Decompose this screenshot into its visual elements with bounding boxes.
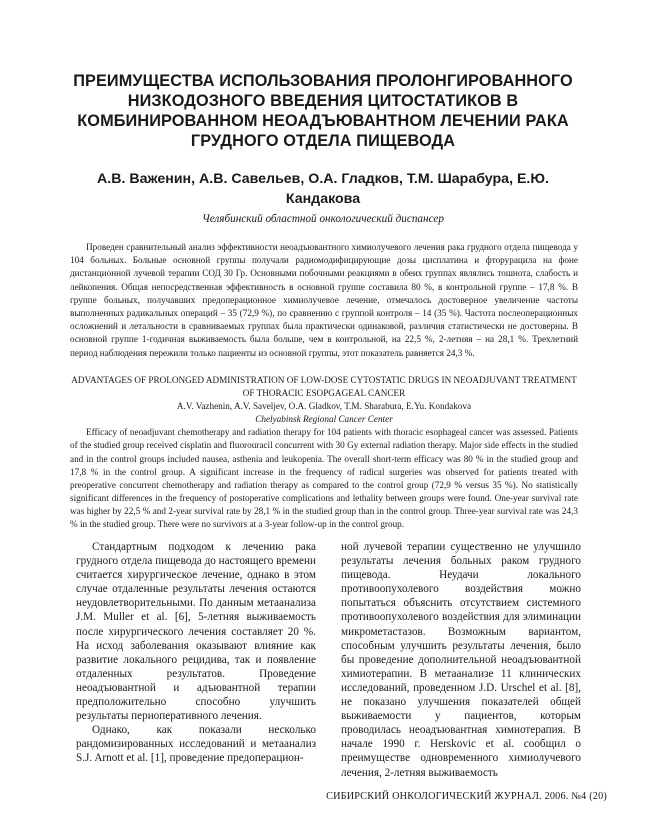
english-abstract-block (70, 374, 578, 531)
article-title: ПРЕИМУЩЕСТВА ИСПОЛЬЗОВАНИЯ ПРОЛОНГИРОВАННОГО НИЗКОДОЗНОГО ВВЕДЕНИЯ ЦИТОСТАТИКОВ В КОМБИНИРОВАННОМ НЕОАДЪЮВАНТНОМ ЛЕЧЕНИИ РАКА ГРУДНОГО ОТДЕЛА ПИЩЕВОДА (73, 72, 573, 150)
body-paragraph: ной лучевой терапии существенно не улучшило результаты лечения больных раком грудного пищевода. Неудачи локального противоопухолевого воздействия можно попытаться объяснить отсутствием системного противоопухолевого воздействия для элиминации микрометастазов. Возможным вариантом, способным улучшить результаты лечения, было бы проведение дополнительной неоадъювантной химиотерапии. В метаанализе 11 клинических исследований, проведенном J.D. Urschel et al. [8], не показано улучшения показателей общей выживаемости у пациентов, которым проводилась неоадъювантная химиотерапия. В начале 1990 г. Herskovic et al. сообщил о преимуществе одновременного химиолучевого лечения, 2-летняя выживаемость (341, 541, 581, 779)
english-institution: Chelyabinsk Regional Cancer Center (255, 414, 393, 425)
author-list: А.В. Важенин, А.В. Савельев, О.А. Гладков, Т.М. Шарабура, Е.Ю. Кандакова (97, 171, 549, 207)
body-paragraph: Стандартным подходом к лечению рака грудного отдела пищевода до настоящего времени считается хирургическое лечение, однако в этом случае отдаленные результаты лечения остаются неудовлетворительными. По данным метаанализа J.M. Muller et al. [6], 5-летняя выживаемость после хирургического лечения составляет 20 %. На исход заболевания оказывают влияние как развитие локального рецидива, так и появление отдаленных результатов. Проведение неоадъювантной и адъювантной терапии предположительно способно улучшить результаты периоперативного лечения. (76, 541, 316, 723)
institution: Челябинский областной онкологический диспансер (202, 213, 444, 225)
journal-footer: СИБИРСКИЙ ОНКОЛОГИЧЕСКИЙ ЖУРНАЛ. 2006. №4 (20) (326, 791, 607, 802)
abstract-russian: Проведен сравнительный анализ эффективности неоадъювантного химиолучевого лечения рака грудного отдела пищевода у 104 больных. Больные основной группы получали радиомодифицирующие дозы цисплатина и фторурацила на фоне дистанционной лучевой терапии СОД 30 Гр. Основными побочными реакциями в обеих группах являлись тошнота, слабость и лейкопения. Общая непосредственная эффективность в основной группе составила 80 %, в контрольной группе – 17,8 %. В группе больных, получавших предоперационное химиолучевое лечение, отмечалось достоверное увеличение частоты выполненных радикальных операций – 35 (72,9 %), по сравнению с группой контроля – 14 (35 %). Частота послеоперационных осложнений и летальности в сравниваемых группах была практически одинаковой, различия статистически не достоверны. В основной группе 1-годичная выживаемость была больше, чем в контрольной, на 22,5 %, 2-летняя – на 28,1 %. Трехлетний период наблюдения пережили только пациенты из основной группы, этот показатель равняется 24,3 %. (70, 242, 578, 358)
english-authors: A.V. Vazhenin, A.V. Saveljev, O.A. Gladkov, T.M. Sharabura, E.Yu. Kondakova (176, 401, 472, 412)
english-abstract: Efficacy of neoadjuvant chemotherapy and radiation therapy for 104 patients with thoracic esophageal cancer was assessed. Patients of the studied group received cisplatin and fluorouracil concurrent with 30 Gy external radiation therapy. Major side effects in the studied and in the control groups included nausea, asthenia and leukopenia. The overall short-term efficacy was 80 % in the studied group and 17,8 % in the control group. A significant increase in the frequency of radical surgeries was observed for patients treated with preoperative concurrent chemotherapy and radiation therapy as compared to the control group (72,9 % versus 35 %). No statistically significant differences in the frequency of postoperative complications and lethality between groups were found. One-year survival rate was higher by 22,5 % and 2-year survival rate by 28,1 % in the studied group than in the control group. Three-year survival rate was 24,3 % in the studied group. There were no survivors at a 3-year follow-up in the control group. (70, 427, 578, 530)
body-column-left (76, 540, 316, 766)
body-paragraph: Однако, как показали несколько рандомизированных исследований и метаанализ S.J. Arnott et al. [1], проведение предоперацион- (76, 724, 316, 765)
body-column-right (341, 540, 581, 780)
english-title: ADVANTAGES OF PROLONGED ADMINISTRATION OF LOW-DOSE CYTOSTATIC DRUGS IN NEOADJUVANT TREATMENT OF THORACIC ESOPGAGEAL CANCER (71, 375, 577, 399)
